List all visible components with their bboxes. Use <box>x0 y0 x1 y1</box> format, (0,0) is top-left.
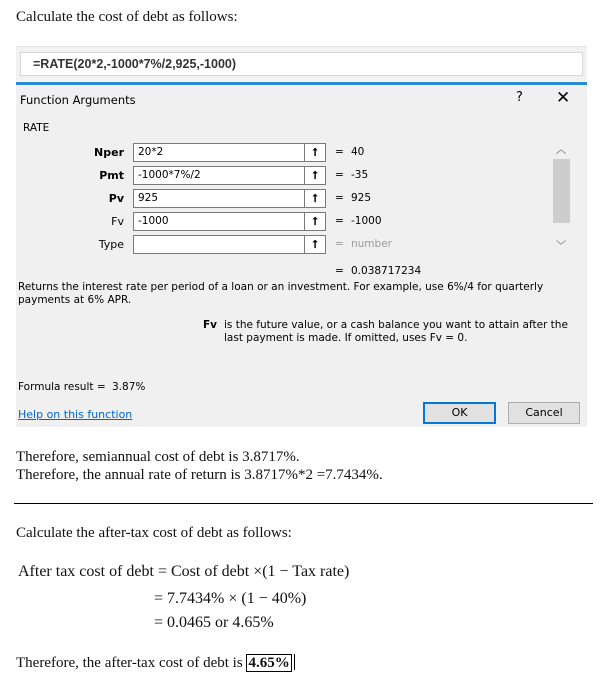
help-icon[interactable]: ? <box>516 90 523 105</box>
final-prefix: Therefore, the after-tax cost of debt is <box>16 655 243 671</box>
close-icon[interactable]: ✕ <box>556 88 571 108</box>
fv-input[interactable]: -1000 <box>133 212 306 231</box>
collapse-nper-icon[interactable]: ⭡ <box>304 143 326 162</box>
function-arguments-dialog <box>16 82 587 427</box>
nper-input[interactable]: 20*2 <box>133 143 306 162</box>
annual-text: Therefore, the annual rate of return is 3.8717%*2 =7.7434%. <box>16 467 383 483</box>
fv-result: -1000 <box>351 215 382 227</box>
formula-input[interactable] <box>20 52 583 76</box>
function-name: RATE <box>23 122 50 134</box>
formula-result-label: Formula result = <box>18 381 106 393</box>
pv-result: 925 <box>351 192 372 204</box>
equals-sign: = <box>335 215 344 227</box>
semiannual-text: Therefore, semiannual cost of debt is 3.8717%. <box>16 449 300 465</box>
cancel-button[interactable]: Cancel <box>508 402 580 424</box>
arg-name-pv: Pv <box>108 192 124 205</box>
arg-name-nper: Nper <box>94 146 124 159</box>
collapse-fv-icon[interactable]: ⭡ <box>304 212 326 231</box>
overall-result: 0.038717234 <box>351 265 422 277</box>
equation-line-1: After tax cost of debt = Cost of debt ×(1 − Tax rate) <box>18 563 350 580</box>
function-description: Returns the interest rate per period of a loan or an investment. For example, use 6%/4 for quarterly payments at 6% APR. <box>18 281 544 306</box>
equals-sign: = <box>335 192 344 204</box>
chevron-down-icon[interactable]: ﹀ <box>556 241 566 252</box>
divider <box>14 503 593 504</box>
text-cursor <box>294 654 295 670</box>
args-scrollbar[interactable] <box>552 139 571 257</box>
final-value-box: 4.65% <box>248 655 290 671</box>
pv-input[interactable]: 925 <box>133 189 306 208</box>
equation-line-2: = 7.7434% × (1 − 40%) <box>154 590 307 607</box>
pmt-input[interactable]: -1000*7%/2 <box>133 166 306 185</box>
type-result: number <box>351 238 392 250</box>
nper-result: 40 <box>351 146 365 158</box>
formula-result-value: 3.87% <box>112 381 146 393</box>
ok-button[interactable]: OK <box>423 402 496 424</box>
after-tax-intro: Calculate the after-tax cost of debt as follows: <box>16 525 292 541</box>
collapse-type-icon[interactable]: ⭡ <box>304 235 326 254</box>
final-answer <box>16 654 295 672</box>
arg-name-fv: Fv <box>111 215 124 228</box>
scrollbar-thumb[interactable] <box>553 159 570 223</box>
chevron-up-icon[interactable]: ︿ <box>556 145 566 156</box>
formula-bar <box>16 46 587 81</box>
arg-name-pmt: Pmt <box>99 169 124 182</box>
collapse-pv-icon[interactable]: ⭡ <box>304 189 326 208</box>
equals-sign: = <box>335 146 344 158</box>
arg-help-text: is the future value, or a cash balance you want to attain after the last payment is made. If omitted, uses Fv = 0. <box>224 319 568 344</box>
arg-name-type: Type <box>98 238 124 251</box>
type-input[interactable] <box>133 235 306 254</box>
help-on-function-link[interactable]: Help on this function <box>18 408 133 421</box>
arg-help-name: Fv <box>203 319 218 331</box>
pmt-result: -35 <box>351 169 369 181</box>
collapse-pmt-icon[interactable]: ⭡ <box>304 166 326 185</box>
equals-sign: = <box>335 238 344 250</box>
intro-text: Calculate the cost of debt as follows: <box>16 9 238 25</box>
formula-text: =RATE(20*2,-1000*7%/2,925,-1000) <box>33 57 237 71</box>
equation-line-3: = 0.0465 or 4.65% <box>154 614 274 631</box>
equals-sign: = <box>335 169 344 181</box>
equals-sign: = <box>335 265 344 277</box>
dialog-title: Function Arguments <box>20 93 136 107</box>
